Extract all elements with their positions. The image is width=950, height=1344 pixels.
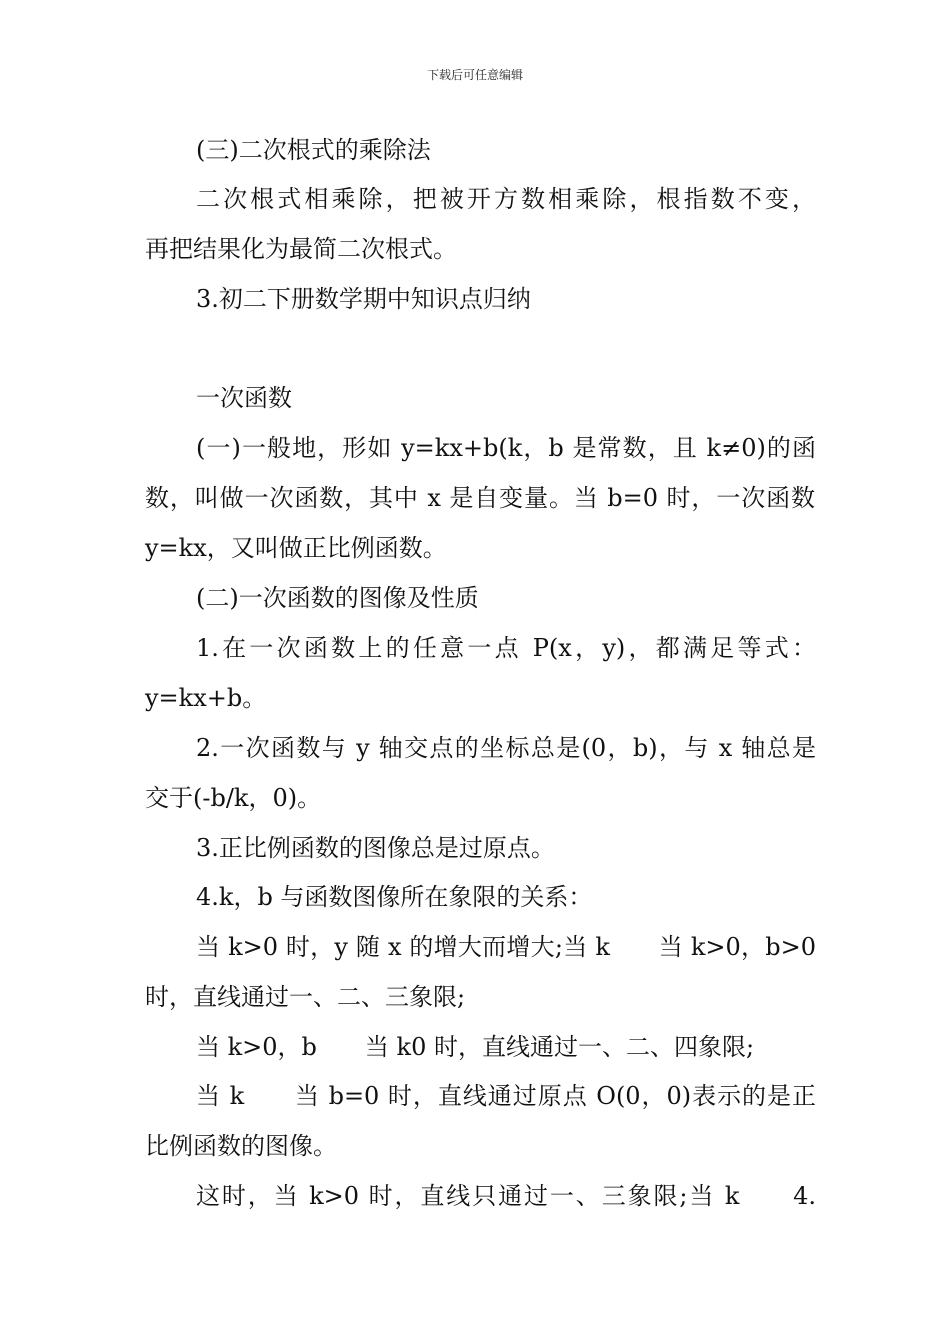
paragraph-line: y=kx，又叫做正比例函数。: [145, 534, 447, 562]
paragraph-line: 这时，当 k>0 时，直线只通过一、三象限;当 k 4.: [196, 1182, 816, 1210]
paragraph-line: 比例函数的图像。: [145, 1132, 337, 1160]
list-item-line: 3.正比例函数的图像总是过原点。: [196, 834, 555, 862]
subsection-title: (二)一次函数的图像及性质: [196, 584, 479, 612]
list-item-line: y=kx+b。: [145, 684, 267, 712]
topic-title-linear-function: 一次函数: [196, 384, 292, 412]
paragraph-line: 当 k 当 b=0 时，直线通过原点 O(0，0)表示的是正: [196, 1082, 816, 1110]
list-item-line: 4.k，b 与函数图像所在象限的关系：: [196, 883, 593, 911]
page-header: 下载后可任意编辑: [426, 68, 523, 82]
list-item-line: 交于(-b/k，0)。: [145, 784, 322, 812]
paragraph-line: 时，直线通过一、二、三象限;: [145, 983, 466, 1011]
paragraph-line: 当 k>0，b 当 k0 时，直线通过一、二、四象限;: [196, 1033, 755, 1061]
paragraph-line: 数，叫做一次函数，其中 x 是自变量。当 b=0 时，一次函数: [145, 484, 815, 512]
list-item-line: 2.一次函数与 y 轴交点的坐标总是(0，b)，与 x 轴总是: [196, 734, 816, 762]
paragraph-line: 二次根式相乘除，把被开方数相乘除，根指数不变，: [196, 185, 816, 213]
section-heading: 3.初二下册数学期中知识点归纳: [196, 285, 531, 313]
paragraph-line: (一)一般地，形如 y=kx+b(k，b 是常数，且 k≠0)的函: [196, 434, 816, 462]
section-title-multiply-divide: (三)二次根式的乘除法: [196, 136, 431, 164]
paragraph-line: 当 k>0 时，y 随 x 的增大而增大;当 k 当 k>0，b>0: [196, 933, 816, 961]
paragraph-line: 再把结果化为最简二次根式。: [145, 235, 457, 263]
list-item-line: 1.在一次函数上的任意一点 P(x，y)，都满足等式：: [196, 634, 816, 662]
